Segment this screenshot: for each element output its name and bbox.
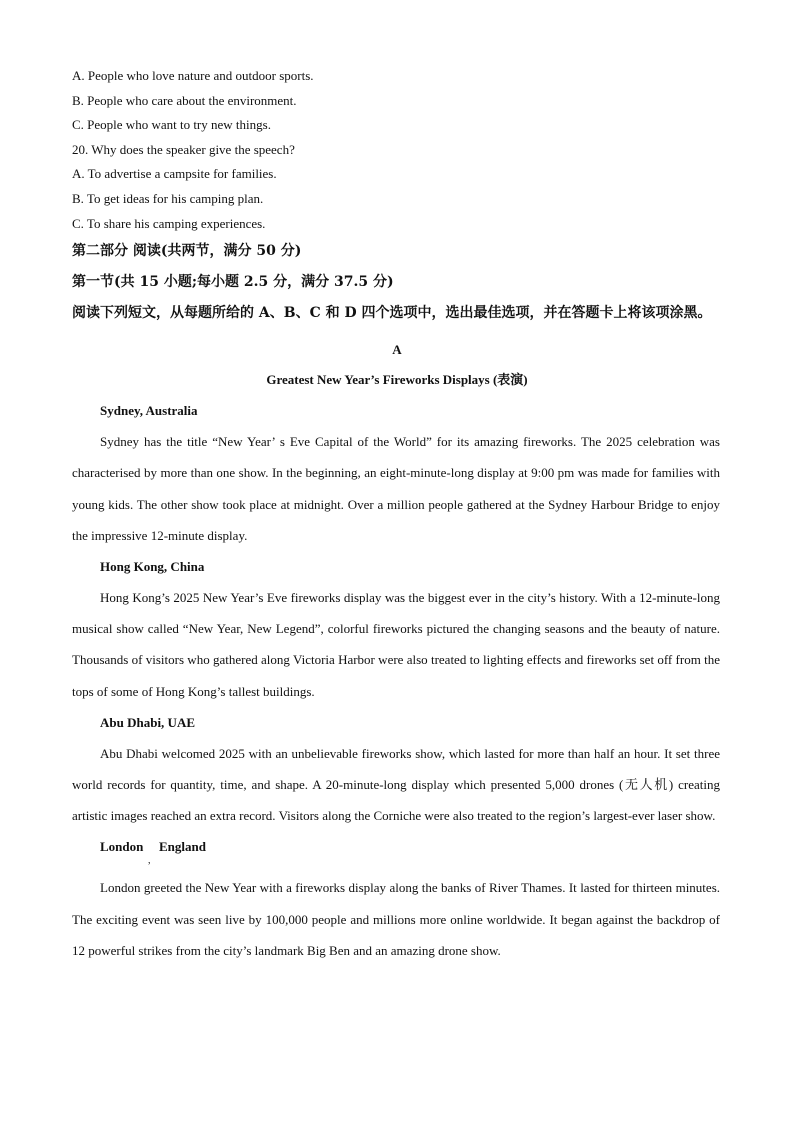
- passage-letter: A: [392, 342, 402, 358]
- exam-page: [72, 64, 722, 966]
- option-line: C. People who want to try new things.: [72, 117, 271, 133]
- section-heading-hong-kong: Hong Kong, China: [100, 558, 205, 574]
- paragraph-abu-dhabi: Abu Dhabi welcomed 2025 with an unbelievable fireworks show, which lasted for more than half an hour. It set three world records for quantity, time, and shape. A 20-minute-long display which presented 5,000 drones (无人机) creating artistic images reached an extra record. Visitors along the Corniche were also treated to the region’s largest-ever laser show.: [72, 745, 720, 824]
- section1-heading: 第一节(共 15 小题;每小题 2.5 分，满分 37.5 分): [72, 274, 394, 291]
- option-line: A. To advertise a campsite for families.: [72, 166, 277, 182]
- reading-instruction: 阅读下列短文，从每题所给的 A、B、C 和 D 四个选项中，选出最佳选项，并在答题卡上将该项涂黑。: [72, 305, 712, 322]
- question-20: 20. Why does the speaker give the speech?: [72, 141, 295, 157]
- section-heading-london: [72, 831, 722, 867]
- heading-city: London: [100, 839, 144, 855]
- option-line: B. To get ideas for his camping plan.: [72, 190, 264, 206]
- option-line: B. People who care about the environment.: [72, 92, 297, 108]
- paragraph-hong-kong: Hong Kong’s 2025 New Year’s Eve fireworks display was the biggest ever in the city’s history. With a 12-minute-long musical show called “New Year, New Legend”, colorful fireworks pictured the changing seasons and the beauty of nature. Thousands of visitors who gathered along Victoria Harbor were also treated to lighting effects and fireworks set off from the tops of some of Hong Kong’s tallest buildings.: [72, 589, 720, 699]
- section-heading-sydney: Sydney, Australia: [100, 403, 198, 419]
- paragraph-london: London greeted the New Year with a fireworks display along the banks of River Thames. It lasted for thirteen minutes. The exciting event was seen live by 100,000 people and millions more online worldwide. It began against the backdrop of 12 powerful strikes from the city’s landmark Big Ben and an amazing drone show.: [72, 880, 720, 958]
- paragraph-sydney: Sydney has the title “New Year’ s Eve Capital of the World” for its amazing fireworks. The 2025 celebration was characterised by more than one show. In the beginning, an eight-minute-long display at 9:00 pm was made for families with young kids. The other show took place at midnight. Over a million people gathered at the Sydney Harbour Bridge to enjoy the impressive 12-minute display.: [72, 434, 720, 543]
- option-line: C. To share his camping experiences.: [72, 215, 266, 231]
- heading-country: England: [159, 839, 206, 855]
- passage-title: Greatest New Year’s Fireworks Displays (表演): [266, 372, 528, 388]
- option-line: A. People who love nature and outdoor sports.: [72, 68, 314, 83]
- section-heading-abu-dhabi: Abu Dhabi, UAE: [100, 714, 196, 730]
- heading-comma: ,: [148, 855, 151, 867]
- part2-heading: 第二部分 阅读(共两节，满分 50 分): [72, 243, 302, 260]
